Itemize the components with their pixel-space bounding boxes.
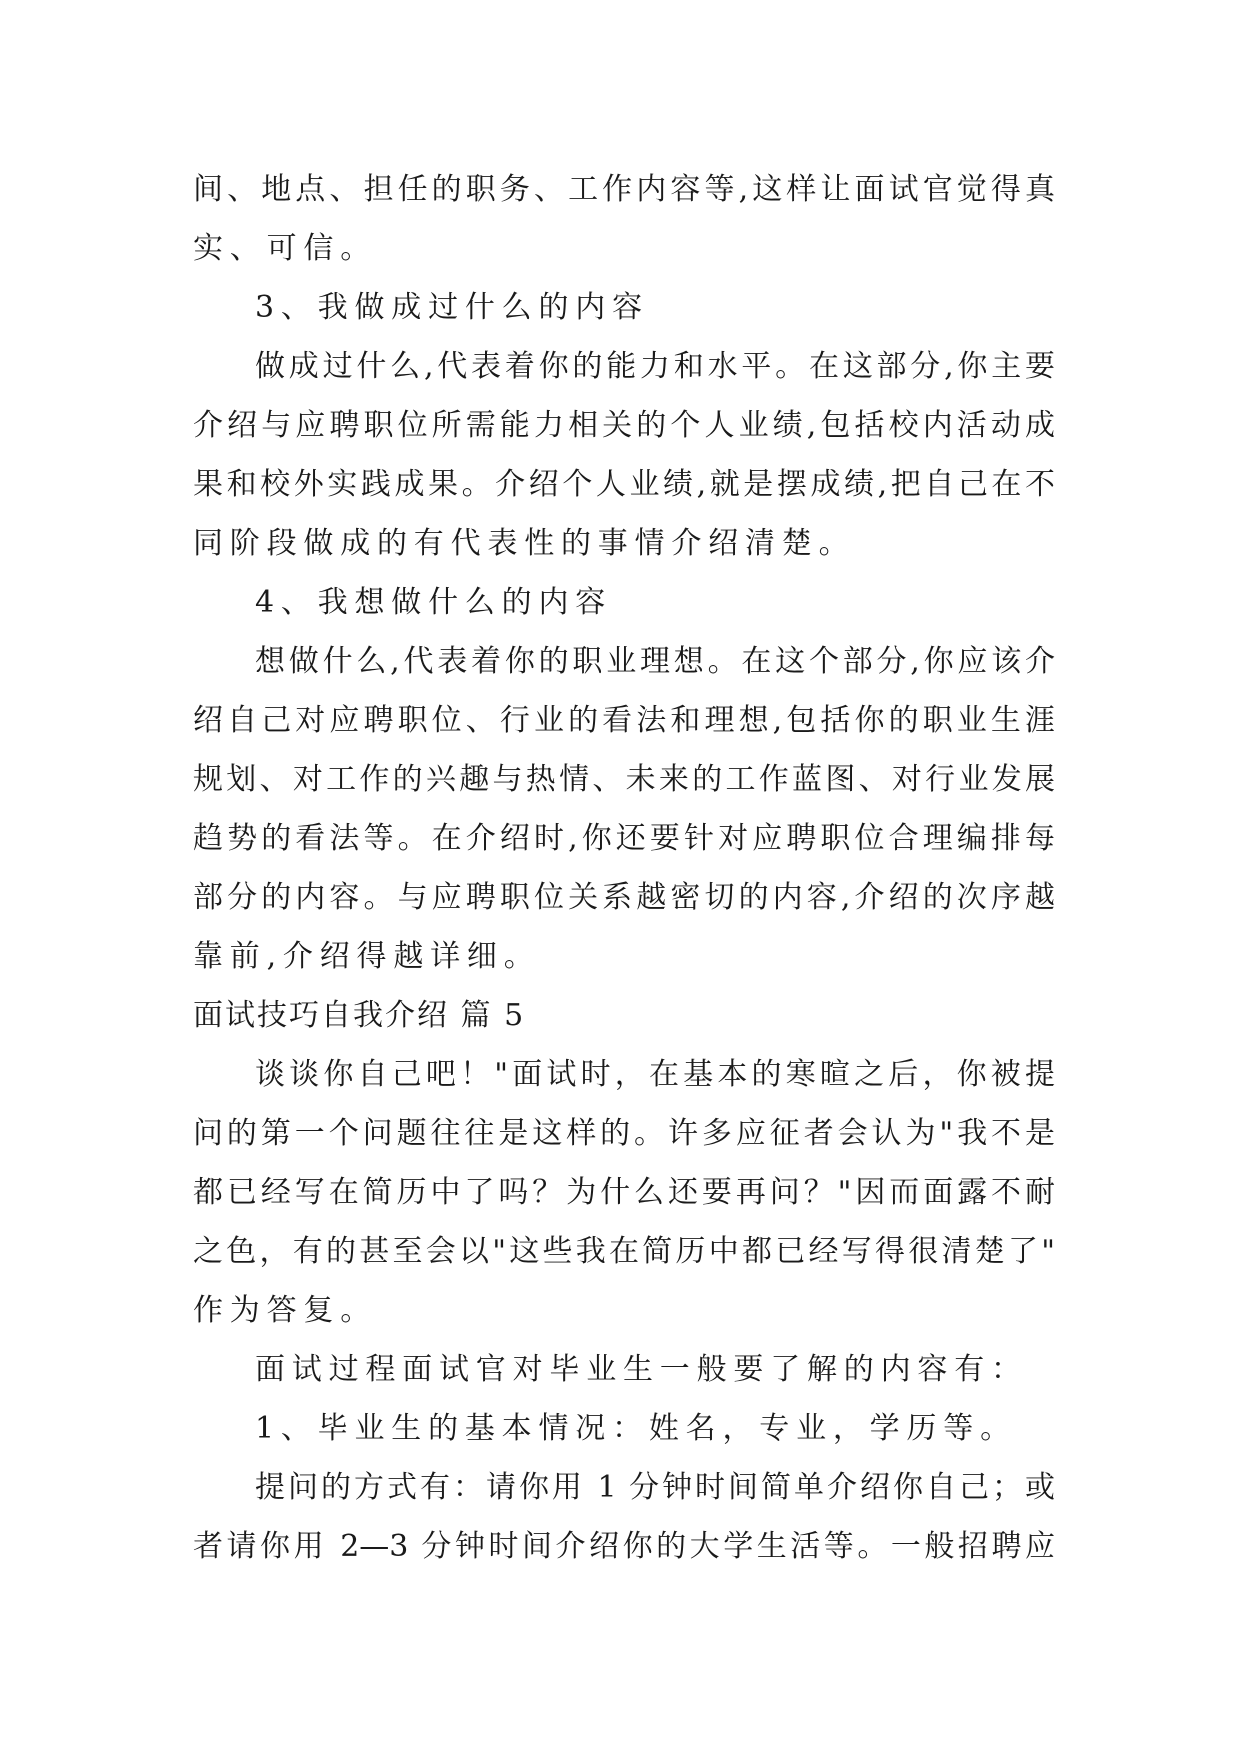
document-body <box>193 160 1055 1576</box>
paragraph-line: 问的第一个问题往往是这样的。许多应征者会认为"我不是 <box>193 1116 1055 1151</box>
paragraph-line: 规划、对工作的兴趣与热情、未来的工作蓝图、对行业发展 <box>193 762 1055 797</box>
paragraph-line: 部分的内容。与应聘职位关系越密切的内容,介绍的次序越 <box>193 880 1055 915</box>
paragraph-line: 作为答复。 <box>193 1293 377 1328</box>
paragraph-line: 靠前,介绍得越详细。 <box>193 939 541 974</box>
paragraph-line: 1、毕业生的基本情况：姓名，专业，学历等。 <box>255 1411 1017 1446</box>
section-subheading: 3、我做成过什么的内容 <box>255 290 649 325</box>
paragraph-line: 提问的方式有：请你用 1 分钟时间简单介绍你自己；或 <box>255 1470 1055 1505</box>
paragraph-line: 果和校外实践成果。介绍个人业绩,就是摆成绩,把自己在不 <box>193 467 1055 502</box>
paragraph-line: 绍自己对应聘职位、行业的看法和理想,包括你的职业生涯 <box>193 703 1055 738</box>
paragraph-line: 面试过程面试官对毕业生一般要了解的内容有： <box>255 1352 1028 1387</box>
section-subheading: 4、我想做什么的内容 <box>255 585 613 620</box>
paragraph-line: 间、地点、担任的职务、工作内容等,这样让面试官觉得真 <box>193 172 1055 207</box>
paragraph-line: 同阶段做成的有代表性的事情介绍清楚。 <box>193 526 856 561</box>
section-heading: 面试技巧自我介绍 篇 5 <box>193 998 526 1033</box>
paragraph-line: 做成过什么,代表着你的能力和水平。在这部分,你主要 <box>255 349 1055 384</box>
paragraph-line: 都已经写在简历中了吗？为什么还要再问？"因而面露不耐 <box>193 1175 1055 1210</box>
paragraph-line: 之色，有的甚至会以"这些我在简历中都已经写得很清楚了" <box>193 1234 1055 1269</box>
paragraph-line: 谈谈你自己吧！"面试时，在基本的寒暄之后，你被提 <box>255 1057 1055 1092</box>
paragraph-line: 想做什么,代表着你的职业理想。在这个部分,你应该介 <box>255 644 1055 679</box>
paragraph-line: 实、可信。 <box>193 231 377 266</box>
paragraph-line: 趋势的看法等。在介绍时,你还要针对应聘职位合理编排每 <box>193 821 1055 856</box>
paragraph-line: 介绍与应聘职位所需能力相关的个人业绩,包括校内活动成 <box>193 408 1055 443</box>
paragraph-line: 者请你用 2—3 分钟时间介绍你的大学生活等。一般招聘应 <box>193 1529 1055 1564</box>
